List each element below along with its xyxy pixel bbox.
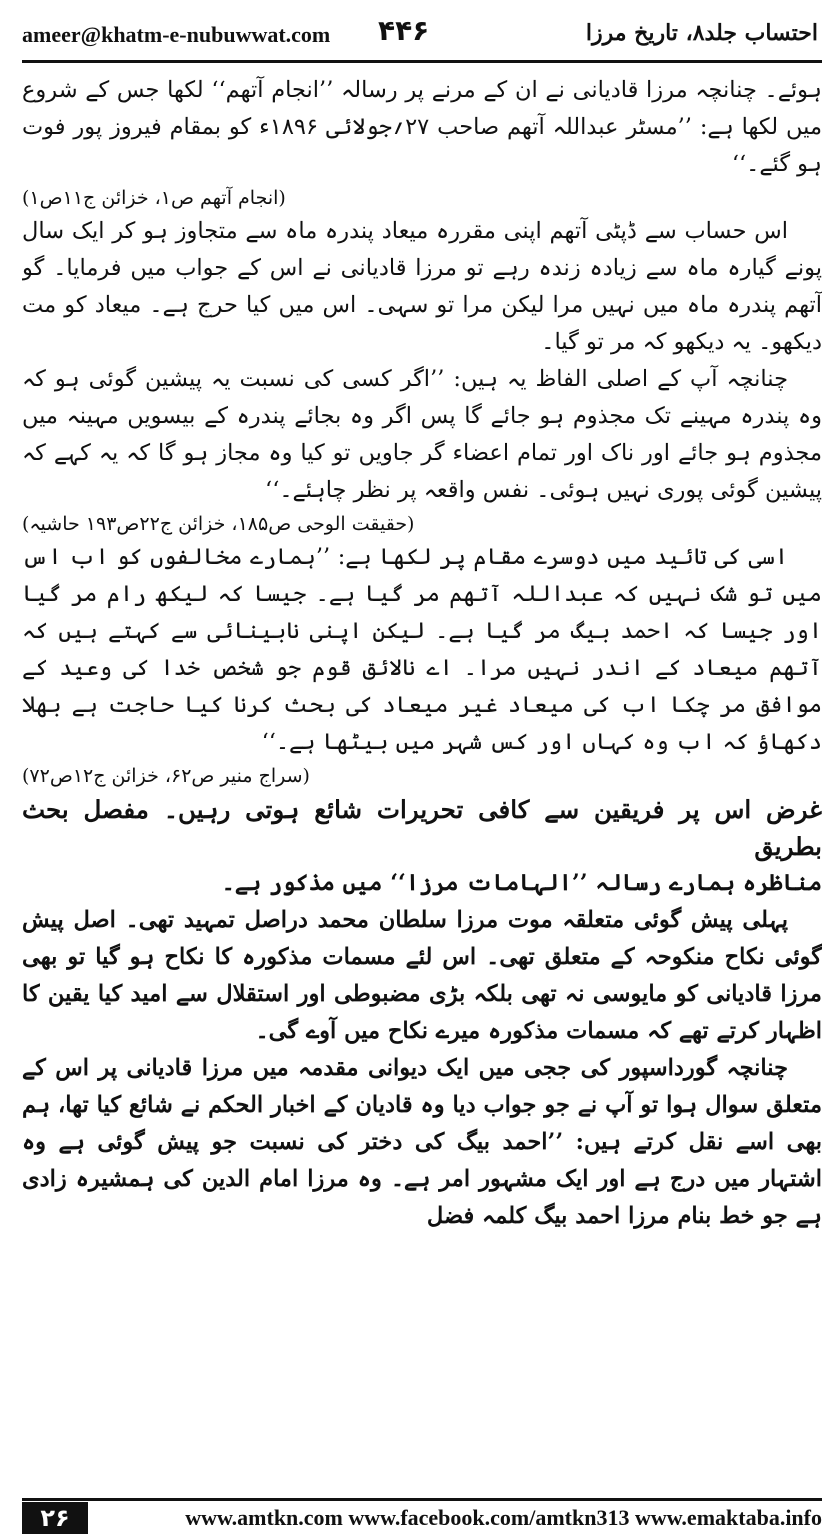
- paragraph-4: اسی کی تائید میں دوسرے مقام پر لکھا ہے: ’’ہمارے مخالفوں کو اب اس میں تو شک نہیں کہ عبداللہ آتھم مر گیا ہے۔ جیسا کہ لیکھ رام مر گیا اور جیسا کہ احمد بیگ مر گیا ہے۔ لیکن اپنی نابینائی سے کہتے ہیں کہ آتھم میعاد کے اندر نہیں مرا۔ اے نالائق قوم جو شخص خدا کی وعید کے موافق مر چکا اب کی میعاد غیر میعاد کی بحث کرنا کیا حاجت ہے بھلا دکھاؤ کہ اب وہ کہاں اور کس شہر میں بیٹھا ہے۔‘‘: [22, 544, 822, 755]
- page-header: [0, 0, 840, 70]
- reference-1: (انجام آتھم ص۱، خزائن ج۱۱ص۱): [22, 187, 286, 209]
- reference-3: (سراج منیر ص۶۲، خزائن ج۱۲ص۷۲): [22, 765, 310, 787]
- footer-page-box: ۲۶: [22, 1502, 88, 1534]
- paragraph-5: غرض اس پر فریقین سے کافی تحریرات شائع ہوتی رہیں۔ مفصل بحث بطریق: [22, 795, 822, 861]
- footer-urls: www.amtkn.com www.facebook.com/amtkn313 www.emaktaba.info: [185, 1505, 822, 1530]
- paragraph-1: ہوئے۔ چنانچہ مرزا قادیانی نے ان کے مرنے پر رسالہ ’’انجام آتھم‘‘ لکھا جس کے شروع میں لکھا ہے: ’’مسٹر عبداللہ آتھم صاحب ۲۷؍جولائی ۱۸۹۶ء کو بمقام فیروز پور فوت ہو گئے۔‘‘: [22, 77, 822, 177]
- paragraph-7: پہلی پیش گوئی متعلقہ موت مرزا سلطان محمد دراصل تمہید تھی۔ اصل پیش گوئی نکاح منکوحہ کے متعلق تھی۔ اس لئے مسمات مذکورہ کا نکاح ہو گیا تو بھی مرزا قادیانی کو مایوسی نہ تھی بلکہ بڑی مضبوطی اور استقلال سے امید کیا یقین کا اظہار کرتے تھے کہ مسمات مذکورہ میرے نکاح میں آوے گی۔: [22, 907, 822, 1044]
- paragraph-6: مناظرہ ہمارے رسالہ ’’الہامات مرزا‘‘ میں مذکور ہے۔: [221, 870, 822, 896]
- page-number: ۴۴۶: [378, 14, 430, 47]
- book-title: احتساب جلد۸، تاریخ مرزا: [585, 20, 818, 46]
- paragraph-8: چنانچہ گورداسپور کی ججی میں ایک دیوانی مقدمہ میں مرزا قادیانی پر اس کے متعلق سوال ہوا تو آپ نے جو جواب دیا وہ قادیان کے اخبار الحکم نے شائع کیا تھا، ہم بھی اسے نقل کرتے ہیں: ’’احمد بیگ کی دختر کی نسبت جو پیش گوئی ہے وہ اشتہار میں درج ہے اور ایک مشہور امر ہے۔ وہ مرزا امام الدین کی ہمشیرہ زادی ہے جو خط بنام مرزا احمد بیگ کلمہ فضل: [22, 1055, 822, 1229]
- paragraph-3: چنانچہ آپ کے اصلی الفاظ یہ ہیں: ’’اگر کسی کی نسبت یہ پیشین گوئی ہو کہ وہ پندرہ مہینے تک مجذوم ہو جائے گا پس اگر وہ بجائے پندرہ کے بیسویں مہینہ میں مجذوم ہو جائے اور ناک اور تمام اعضاء گر جاویں تو کیا وہ مجاز ہو گا کہ یہ کہے کہ پیشین گوئی پوری نہیں ہوئی۔ نفس واقعہ پر نظر چاہئے۔‘‘: [22, 366, 822, 503]
- paragraph-2: اس حساب سے ڈپٹی آتھم اپنی مقررہ میعاد پندرہ ماہ سے متجاوز ہو کر ایک سال پونے گیارہ ماہ سے زیادہ زندہ رہے تو مرزا قادیانی نے اس کے جواب میں فرمایا۔ گو آتھم پندرہ ماہ میں نہیں مرا لیکن مرا تو سہی۔ اس میں کیا حرج ہے۔ میعاد کو مت دیکھو۔ یہ دیکھو کہ مر تو گیا۔: [22, 218, 822, 355]
- header-rule: [22, 60, 822, 63]
- page-body: [22, 72, 822, 1480]
- footer-rule: [22, 1498, 822, 1501]
- reference-2: (حقیقت الوحی ص۱۸۵، خزائن ج۲۲ص۱۹۳ حاشیہ): [22, 513, 415, 535]
- header-email: ameer@khatm-e-nubuwwat.com: [22, 22, 331, 47]
- page-footer: [0, 1490, 840, 1540]
